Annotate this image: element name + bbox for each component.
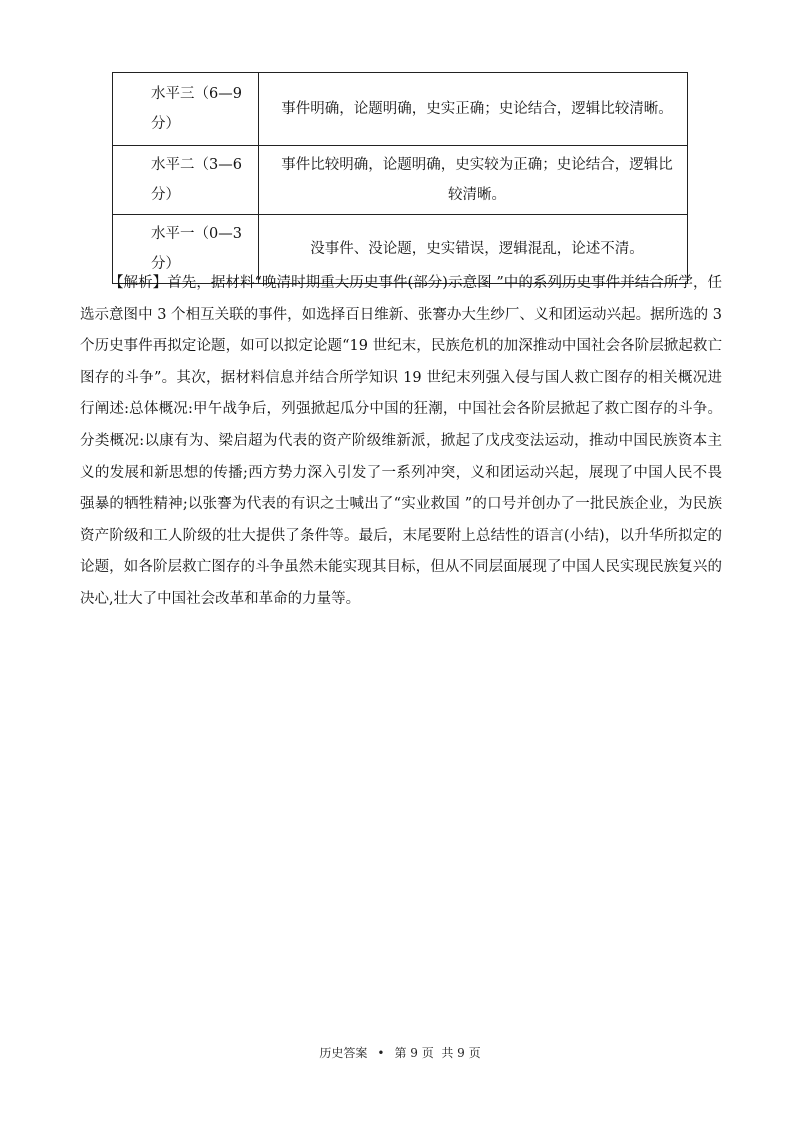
scoring-rubric-table [112, 72, 688, 284]
rubric-level-label: 水平二（3—6 [151, 157, 242, 173]
rubric-description: 事件比较明确，论题明确，史实较为正确；史论结合，逻辑比较清晰。 [259, 146, 688, 215]
rubric-level-label: 水平一（0—3 [151, 226, 242, 242]
rubric-level-cell [113, 146, 259, 215]
analysis-tag: 【解析】 [109, 275, 168, 291]
rubric-description: 没事件、没论题，史实错误，逻辑混乱，论述不清。 [259, 215, 688, 284]
rubric-level-label: 水平三（6—9 [151, 86, 242, 102]
rubric-level-label-cont: 分） [151, 256, 180, 272]
rubric-description: 事件明确，论题明确，史实正确；史论结合，逻辑比较清晰。 [259, 73, 688, 146]
rubric-row-level-3 [113, 73, 688, 146]
analysis-paragraph [80, 268, 722, 616]
footer-page-current: 第 9 页 [394, 1046, 434, 1060]
footer-subject: 历史答案 [319, 1046, 368, 1060]
rubric-row-level-2 [113, 146, 688, 215]
rubric-level-label-cont: 分） [151, 187, 180, 203]
footer-separator: • [377, 1046, 385, 1060]
analysis-text: 首先，据材料“晚清时期重大历史事件(部分)示意图 ”中的系列历史事件并结合所学，任选示意图中 3 个相互关联的事件，如选择百日维新、张謇办大生纱厂、义和团运动兴起。据所选的 3 个历史事件再拟定论题，如可以拟定论题“19 世纪末，民族危机的加深推动中国社会各阶层掀起救亡图存的斗争”。其次，据材料信息并结合所学知识 19 世纪末列强入侵与国人救亡图存的相关概况进行阐述:总体概况:甲午战争后，列强掀起瓜分中国的狂潮，中国社会各阶层掀起了救亡图存的斗争。分类概况:以康有为、梁启超为代表的资产阶级维新派，掀起了戊戌变法运动，推动中国民族资本主义的发展和新思想的传播;西方势力深入引发了一系列冲突，义和团运动兴起，展现了中国人民不畏强暴的牺牲精神;以张謇为代表的有识之士喊出了“实业救国 ”的口号并创办了一批民族企业，为民族资产阶级和工人阶级的壮大提供了条件等。最后，末尾要附上总结性的语言(小结)，以升华所拟定的论题，如各阶层救亡图存的斗争虽然未能实现其目标，但从不同层面展现了中国人民实现民族复兴的决心,壮大了中国社会改革和革命的力量等。 [80, 275, 723, 607]
rubric-level-cell [113, 73, 259, 146]
footer-page-total: 共 9 页 [441, 1046, 481, 1060]
page-footer [0, 1043, 800, 1063]
rubric-level-label-cont: 分） [151, 116, 180, 132]
